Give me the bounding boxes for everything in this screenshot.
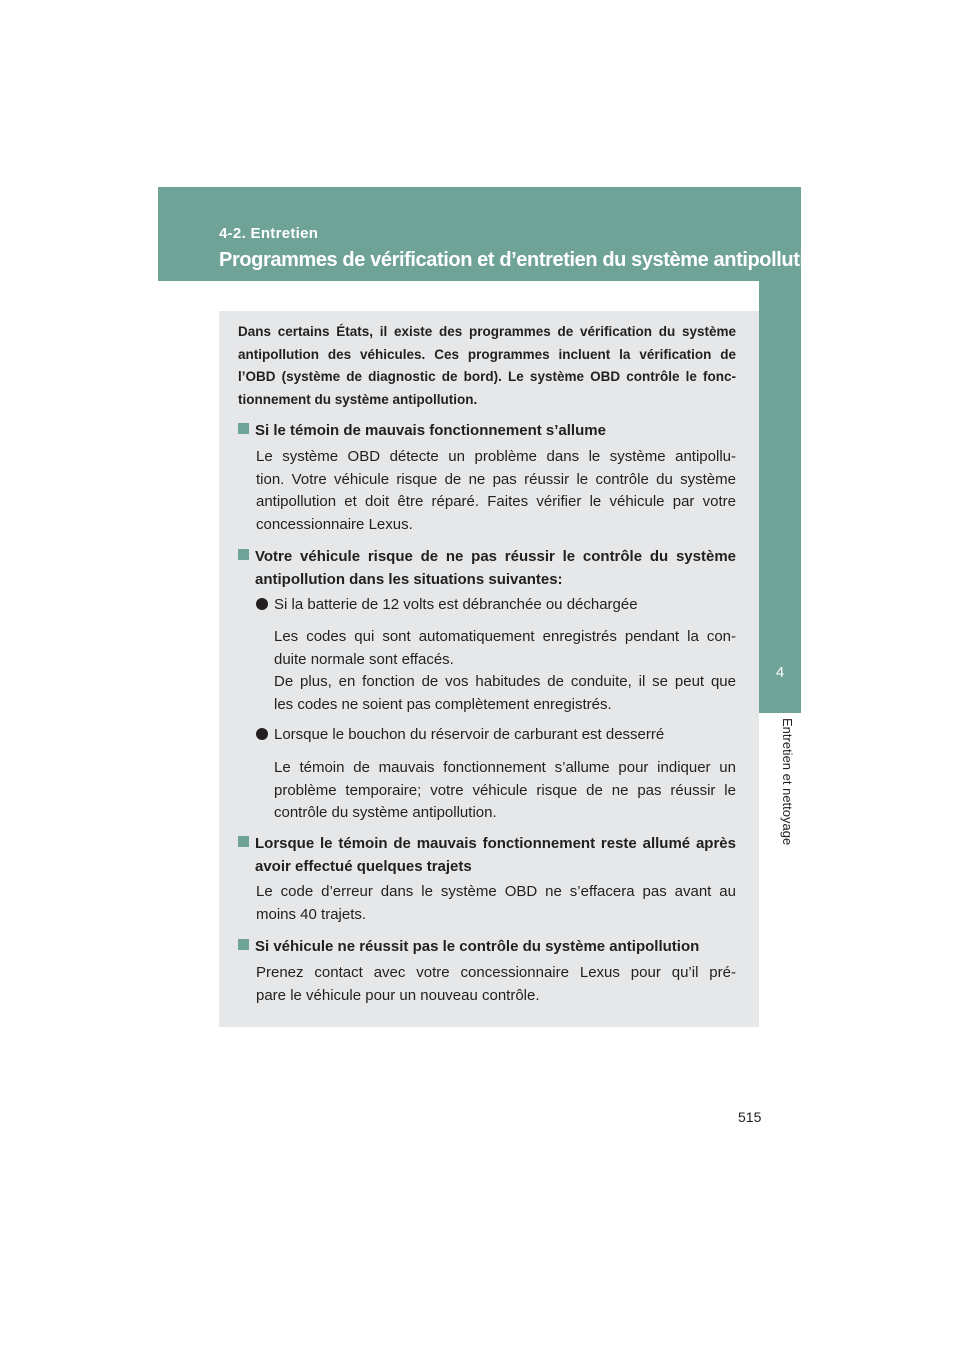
section-heading: Votre véhicule risque de ne pas réussir le contrôle du système antipollution dans les situations suivantes: [238, 546, 736, 591]
square-bullet-icon [238, 423, 249, 434]
list-item: Lorsque le bouchon du réservoir de carburant est desserré [256, 724, 736, 747]
square-bullet-icon [238, 549, 249, 560]
intro-line: tionnement du système antipollution. [238, 391, 478, 407]
round-bullet-icon [256, 728, 268, 740]
section-body: Le système OBD détecte un problème dans le système antipollu- tion. Votre véhicule risque de ne pas réussir le contrôle du système antipollution et doit être réparé. Faites vérifier le véhicule par votre concessionnaire Lexus. [256, 448, 736, 533]
intro-paragraph [238, 321, 736, 411]
section-number: 4-2. Entretien [219, 225, 319, 242]
intro-line: l’OBD (système de diagnostic de bord). Le système OBD contrôle le fonc- [238, 369, 736, 384]
round-bullet-icon [256, 598, 268, 610]
chapter-number: 4 [775, 664, 785, 681]
square-bullet-icon [238, 939, 249, 950]
section-heading: Si véhicule ne réussit pas le contrôle du système antipollution [238, 936, 736, 959]
page-title: Programmes de vérification et d’entretien du système antipollution [219, 249, 829, 271]
intro-line: antipollution des véhicules. Ces programmes incluent la vérification de [238, 346, 736, 362]
section-header-bar [158, 187, 829, 281]
content-box [219, 311, 759, 1027]
section-heading: Si le témoin de mauvais fonctionnement s’allume [238, 420, 736, 443]
section-body: Prenez contact avec votre concessionnaire Lexus pour qu’il pré- pare le véhicule pour un nouveau contrôle. [256, 964, 736, 1004]
section-body: Le code d’erreur dans le système OBD ne s’effacera pas avant au moins 40 trajets. [256, 883, 736, 923]
chapter-label: Entretien et nettoyage [780, 718, 795, 846]
page-number: 515 [738, 1109, 762, 1125]
list-item-detail: Les codes qui sont automatiquement enregistrés pendant la con- duite normale sont effacés. De plus, en fonction de vos habitudes de conduite, il se peut que les codes ne soient pas complètement enregistrés. [274, 628, 736, 713]
chapter-side-tab [759, 281, 801, 713]
section-heading: Lorsque le témoin de mauvais fonctionnement reste allumé après avoir effectué quelques trajets [238, 833, 736, 878]
square-bullet-icon [238, 836, 249, 847]
intro-line: Dans certains États, il existe des programmes de vérification du système [238, 324, 736, 339]
list-item-detail: Le témoin de mauvais fonctionnement s’allume pour indiquer un problème temporaire; votre véhicule risque de ne pas réussir le contrôle du système antipollution. [274, 759, 736, 821]
list-item: Si la batterie de 12 volts est débranchée ou déchargée [256, 594, 736, 617]
